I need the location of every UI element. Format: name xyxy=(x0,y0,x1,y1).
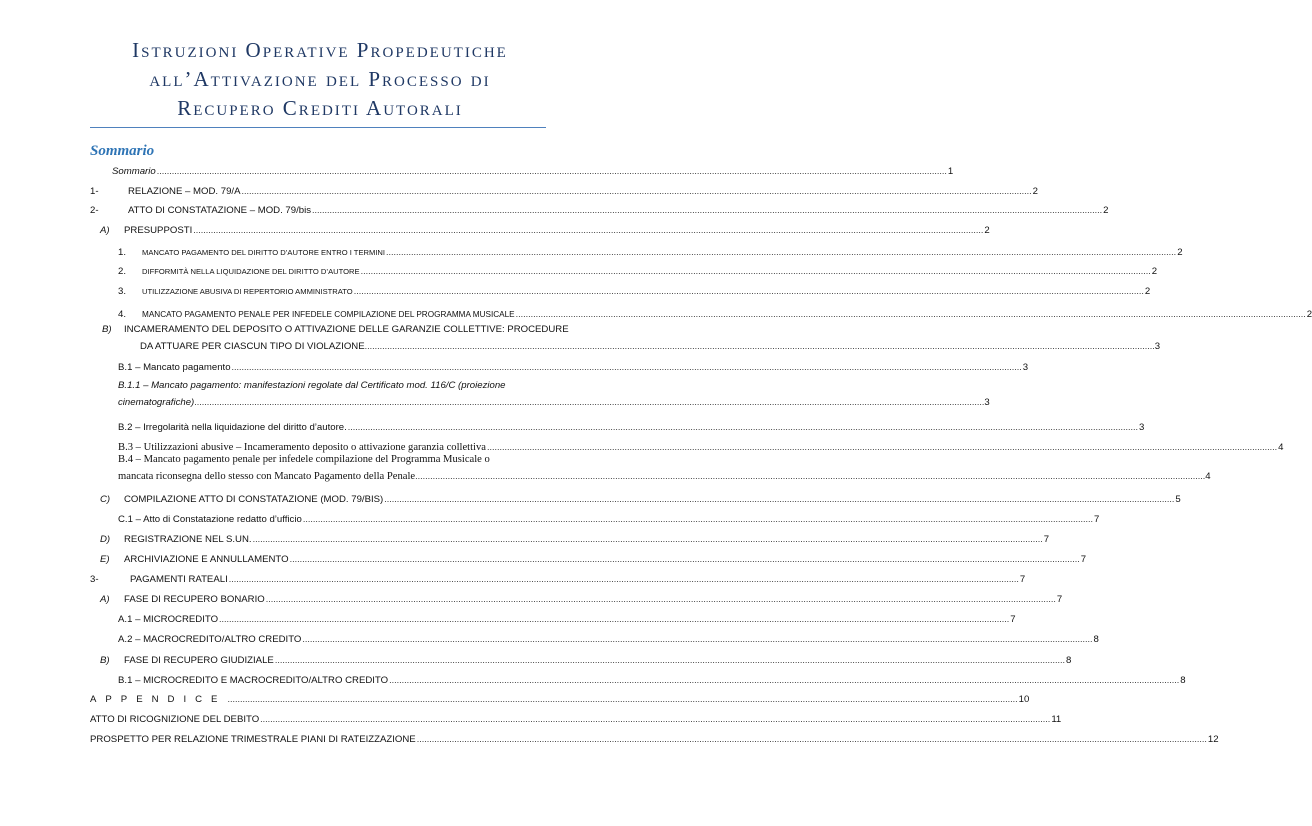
toc-leader-dots: ............................................................................................................................................................................................................................................................................................................................ xyxy=(487,442,1278,452)
toc-leader-dots: ............................................................................................................................................................................................................................................................................................................................ xyxy=(156,166,947,176)
toc-leader-dots: ............................................................................................................................................................................................................................................................................................................................ xyxy=(194,397,985,407)
toc-leader-dots: ............................................................................................................................................................................................................................................................................................................................ xyxy=(302,634,1093,644)
toc-entry-text: B.1.1 – Mancato pagamento: manifestazioni regolate dal Certificato mod. 116/C (proiezione xyxy=(118,380,506,391)
toc-page-number: 3 xyxy=(984,397,990,408)
toc-entry[interactable] xyxy=(90,201,1109,217)
toc-leader-dots: ............................................................................................................................................................................................................................................................................................................................ xyxy=(289,554,1080,564)
toc-entry-text: INCAMERAMENTO DEL DEPOSITO O ATTIVAZIONE DELLE GARANZIE COLLETTIVE: PROCEDURE xyxy=(124,324,569,335)
document-title xyxy=(90,36,550,123)
toc-leader-dots: ............................................................................................................................................................................................................................................................................................................................ xyxy=(353,286,1144,296)
toc-entry-text: REGISTRAZIONE NEL S.UN. xyxy=(124,534,252,545)
toc-entry[interactable] xyxy=(112,162,954,178)
toc-leader-dots: ............................................................................................................................................................................................................................................................................................................................ xyxy=(274,655,1065,665)
toc-page-number: 2 xyxy=(984,225,990,236)
toc-leader-dots: ............................................................................................................................................................................................................................................................................................................................ xyxy=(386,247,1177,257)
toc-entry-line1[interactable] xyxy=(118,452,490,467)
toc-leader-dots: ............................................................................................................................................................................................................................................................................................................................ xyxy=(384,494,1175,504)
toc-entry[interactable] xyxy=(118,262,1158,278)
toc-page-number: 1 xyxy=(947,166,954,177)
toc-entry-text: ATTO DI RICOGNIZIONE DEL DEBITO xyxy=(90,714,260,725)
toc-page-number: 10 xyxy=(1018,694,1030,705)
toc-entry[interactable] xyxy=(100,651,1072,667)
toc-entry-text: DIFFORMITÀ NELLA LIQUIDAZIONE DEL DIRITTO D’AUTORE xyxy=(142,267,360,276)
toc-entry[interactable] xyxy=(100,530,1050,546)
toc-leader-dots: ............................................................................................................................................................................................................................................................................................................................ xyxy=(415,471,1206,481)
toc-entry-number: A) xyxy=(100,225,110,236)
toc-entry[interactable] xyxy=(118,630,1099,646)
toc-entry[interactable] xyxy=(90,690,1030,706)
toc-entry[interactable] xyxy=(100,490,1181,506)
toc-entry-text: FASE DI RECUPERO GIUDIZIALE xyxy=(124,655,274,666)
toc-page-number: 8 xyxy=(1180,675,1186,686)
toc-entry-text: B.1 – Mancato pagamento xyxy=(118,362,231,373)
toc-page-number: 2 xyxy=(1177,247,1183,258)
toc-entry-text: PROSPETTO PER RELAZIONE TRIMESTRALE PIANI DI RATEIZZAZIONE xyxy=(90,734,416,745)
toc-page-number: 8 xyxy=(1065,655,1072,666)
toc-leader-dots: ............................................................................................................................................................................................................................................................................................................................ xyxy=(227,694,1018,704)
toc-leader-dots: ............................................................................................................................................................................................................................................................................................................................ xyxy=(364,341,1155,351)
toc-entry-text-continued: DA ATTUARE PER CIASCUN TIPO DI VIOLAZIONE xyxy=(140,341,365,352)
toc-entry-number: 1. xyxy=(118,247,127,258)
toc-page-number: 2 xyxy=(1144,286,1151,297)
toc-entry-text: UTILIZZAZIONE ABUSIVA DI REPERTORIO AMMINISTRATO xyxy=(142,287,353,296)
toc-page-number: 7 xyxy=(1093,514,1100,525)
toc-entry-text: B.4 – Mancato pagamento penale per infedele compilazione del Programma Musicale o xyxy=(118,454,490,465)
toc-leader-dots: ............................................................................................................................................................................................................................................................................................................................ xyxy=(241,186,1032,196)
toc-page-number: 3 xyxy=(1138,422,1145,433)
toc-page-number: 2 xyxy=(1151,266,1158,277)
toc-entry[interactable] xyxy=(118,671,1186,687)
toc-page-number: 4 xyxy=(1278,442,1284,453)
toc-leader-dots: ............................................................................................................................................................................................................................................................................................................................ xyxy=(416,734,1207,744)
toc-entry-text: COMPILAZIONE ATTO DI CONSTATAZIONE (MOD. 79/BIS) xyxy=(124,494,384,505)
toc-leader-dots: ............................................................................................................................................................................................................................................................................................................................ xyxy=(252,534,1043,544)
toc-entry[interactable] xyxy=(100,550,1087,566)
toc-entry[interactable] xyxy=(118,243,1183,259)
toc-leader-dots: ............................................................................................................................................................................................................................................................................................................................ xyxy=(219,614,1010,624)
toc-page-number: 2 xyxy=(1103,205,1109,216)
toc-entry-text: MANCATO PAGAMENTO PENALE PER INFEDELE COMPILAZIONE DEL PROGRAMMA MUSICALE xyxy=(142,310,515,319)
toc-entry[interactable] xyxy=(118,418,1145,434)
toc-entry-number: 2- xyxy=(90,205,99,216)
toc-entry-text: FASE DI RECUPERO BONARIO xyxy=(124,594,265,605)
title-line-2: all’Attivazione del Processo di xyxy=(149,67,491,91)
toc-entry[interactable] xyxy=(118,610,1016,626)
toc-entry-number: 2. xyxy=(118,266,127,277)
toc-leader-dots: ............................................................................................................................................................................................................................................................................................................................ xyxy=(193,225,984,235)
toc-entry[interactable] xyxy=(118,305,1312,321)
toc-leader-dots: ............................................................................................................................................................................................................................................................................................................................ xyxy=(228,574,1019,584)
title-line-1: Istruzioni Operative Propedeutiche xyxy=(132,38,508,62)
toc-entry-text-continued: mancata riconsegna dello stesso con Mancato Pagamento della Penale xyxy=(118,471,416,482)
title-line-3: Recupero Crediti Autorali xyxy=(177,96,463,120)
toc-entry[interactable] xyxy=(100,221,990,237)
toc-leader-dots: ............................................................................................................................................................................................................................................................................................................................ xyxy=(389,675,1180,685)
toc-entry-number: 3. xyxy=(118,286,127,297)
toc-entry-number: 3- xyxy=(90,574,99,585)
toc-entry-text: B.3 – Utilizzazioni abusive – Incameramento deposito o attivazione garanzia collettiva xyxy=(118,442,486,453)
toc-page-number: 7 xyxy=(1056,594,1063,605)
toc-entry-text: APPENDICE xyxy=(90,694,227,705)
toc-entry[interactable] xyxy=(118,358,1029,374)
toc-entry-text: RELAZIONE – MOD. 79/A xyxy=(128,186,241,197)
toc-entry-number: B) xyxy=(102,324,112,335)
toc-entry-number: 1- xyxy=(90,186,99,197)
toc-entry[interactable] xyxy=(90,570,1026,586)
toc-entry-text: B.1 – MICROCREDITO E MACROCREDITO/ALTRO CREDITO xyxy=(118,675,389,686)
toc-leader-dots: ............................................................................................................................................................................................................................................................................................................................ xyxy=(515,309,1306,319)
toc-entry-text: A.1 – MICROCREDITO xyxy=(118,614,219,625)
toc-entry-line1[interactable] xyxy=(102,322,569,337)
toc-leader-dots: ............................................................................................................................................................................................................................................................................................................................ xyxy=(302,514,1093,524)
toc-entry-number: 4. xyxy=(118,309,127,320)
toc-page-number: 2 xyxy=(1306,309,1312,320)
toc-leader-dots: ............................................................................................................................................................................................................................................................................................................................ xyxy=(347,422,1138,432)
toc-entry-number: E) xyxy=(100,554,110,565)
toc-entry-number: C) xyxy=(100,494,111,505)
toc-page-number: 3 xyxy=(1022,362,1029,373)
toc-entry-number: A) xyxy=(100,594,110,605)
toc-leader-dots: ............................................................................................................................................................................................................................................................................................................................ xyxy=(260,714,1051,724)
toc-entry[interactable] xyxy=(118,282,1151,298)
toc-entry-line2[interactable] xyxy=(118,395,990,410)
toc-heading: Sommario xyxy=(90,143,155,159)
toc-entry[interactable] xyxy=(90,182,1038,198)
toc-entry[interactable] xyxy=(100,590,1063,606)
toc-leader-dots: ............................................................................................................................................................................................................................................................................................................................ xyxy=(231,362,1022,372)
toc-entry[interactable] xyxy=(90,710,1062,726)
toc-entry[interactable] xyxy=(118,510,1100,526)
toc-page-number: 3 xyxy=(1154,341,1161,352)
toc-entry-line2[interactable] xyxy=(118,469,1211,484)
toc-page-number: 4 xyxy=(1205,471,1211,482)
toc-page-number: 12 xyxy=(1207,734,1219,745)
toc-page-number: 11 xyxy=(1051,714,1062,725)
toc-entry-text: A.2 – MACROCREDITO/ALTRO CREDITO xyxy=(118,634,302,645)
toc-entry-text: C.1 – Atto di Constatazione redatto d’ufficio xyxy=(118,514,302,525)
toc-page-number: 2 xyxy=(1032,186,1038,197)
toc-leader-dots: ............................................................................................................................................................................................................................................................................................................................ xyxy=(265,594,1056,604)
toc-entry-text: Sommario xyxy=(112,166,156,177)
toc-entry-text: ARCHIVIAZIONE E ANNULLAMENTO xyxy=(124,554,289,565)
toc-entry-text: B.2 – Irregolarità nella liquidazione del diritto d’autore. xyxy=(118,422,347,433)
toc-entry[interactable] xyxy=(90,730,1219,746)
toc-entry-text: PAGAMENTI RATEALI xyxy=(130,574,228,585)
toc-page-number: 7 xyxy=(1080,554,1087,565)
toc-entry-text-continued: cinematografiche) xyxy=(118,397,195,408)
toc-leader-dots: ............................................................................................................................................................................................................................................................................................................................ xyxy=(312,205,1103,215)
toc-entry-text: MANCATO PAGAMENTO DEL DIRITTO D’AUTORE ENTRO I TERMINI xyxy=(142,248,386,257)
toc-leader-dots: ............................................................................................................................................................................................................................................................................................................................ xyxy=(360,266,1151,276)
toc-entry-number: B) xyxy=(100,655,110,666)
toc-entry-text: PRESUPPOSTI xyxy=(124,225,193,236)
toc-entry-number: D) xyxy=(100,534,111,545)
toc-page-number: 7 xyxy=(1043,534,1050,545)
toc-page-number: 8 xyxy=(1093,634,1099,645)
toc-page-number: 5 xyxy=(1175,494,1181,505)
toc-entry-line2[interactable] xyxy=(140,339,1161,354)
toc-page-number: 7 xyxy=(1010,614,1016,625)
toc-page-number: 7 xyxy=(1019,574,1026,585)
title-divider xyxy=(90,127,546,128)
toc-entry-text: ATTO DI CONSTATAZIONE – MOD. 79/bis xyxy=(128,205,312,216)
toc-entry-line1[interactable] xyxy=(118,378,506,393)
